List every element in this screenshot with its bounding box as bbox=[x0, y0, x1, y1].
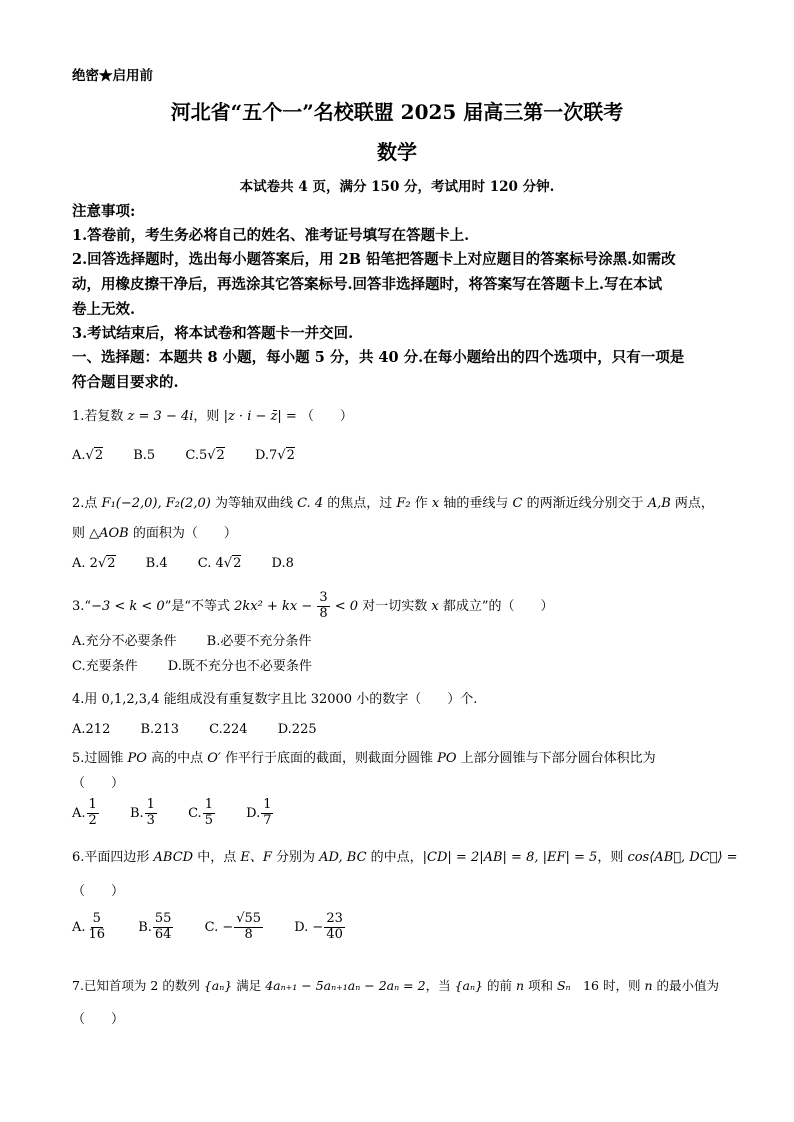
notice-item-2-line-2: 动，用橡皮擦干净后，再选涂其它答案标号.回答非选择题时，将答案写在答题卡上.写在本试 bbox=[72, 276, 663, 293]
subject-title: 数学 bbox=[377, 140, 417, 164]
q2-option-d[interactable]: D.8 bbox=[271, 556, 294, 571]
q6-option-b[interactable]: B. $\frac{55}{64}$ bbox=[138, 911, 172, 942]
q3-option-c[interactable]: C.充要条件 bbox=[72, 659, 138, 674]
question-1-options bbox=[72, 448, 321, 463]
question-2-options bbox=[72, 556, 320, 571]
q4-option-d[interactable]: D.225 bbox=[277, 722, 317, 737]
question-3-options-row-1 bbox=[72, 630, 337, 649]
q4-option-a[interactable]: A.212 bbox=[72, 722, 111, 737]
confidential-mark: 绝密★启用前 bbox=[72, 68, 153, 84]
section-heading-line-2: 符合题目要求的. bbox=[72, 374, 179, 391]
exam-info: 本试卷共 4 页，满分 150 分，考试用时 120 分钟. bbox=[239, 179, 555, 195]
question-6-stem-line-1: 6.平面四边形 ABCD 中，点 E、F 分别为 AD, BC 的中点，|CD| = 2|AB| = 8, |EF| = 5，则 cos⟨AB⃗, DC⃗⟩ = bbox=[72, 850, 738, 865]
section-heading-line-1: 一、选择题：本题共 8 小题，每小题 5 分，共 40 分.在每小题给出的四个选项中，只有一项是 bbox=[72, 349, 685, 366]
question-3-options-row-2 bbox=[72, 655, 338, 674]
question-5-stem-line-1: 5.过圆锥 PO 高的中点 O′ 作平行于底面的截面，则截面分圆锥 PO 上部分圆锥与下部分圆台体积比为 bbox=[72, 751, 656, 766]
question-4-options bbox=[72, 722, 343, 737]
question-5-options bbox=[72, 798, 300, 829]
q1-option-d[interactable]: D.7√2 bbox=[254, 448, 295, 463]
question-6-options bbox=[72, 912, 372, 943]
q5-option-a[interactable]: A. $\frac{1}{2}$ bbox=[72, 797, 97, 828]
q5-option-c[interactable]: C. $\frac{1}{5}$ bbox=[188, 797, 213, 828]
question-2-stem-line-2: 则 △AOB 的面积为（ ） bbox=[72, 526, 237, 541]
q2-option-c[interactable]: C. 4√2 bbox=[197, 556, 242, 571]
q1-option-a[interactable]: A.√2 bbox=[72, 448, 104, 463]
q1-option-c[interactable]: C.5√2 bbox=[185, 448, 225, 463]
q1-option-b[interactable]: B.5 bbox=[133, 448, 156, 463]
q4-option-c[interactable]: C.224 bbox=[209, 722, 248, 737]
notice-item-3: 3.考试结束后，将本试卷和答题卡一并交回. bbox=[72, 325, 354, 342]
q6-option-c[interactable]: C. − $\frac{√55}{8}$ bbox=[204, 911, 262, 942]
notice-heading: 注意事项: bbox=[72, 203, 136, 220]
notice-item-2-line-3: 卷上无效. bbox=[72, 301, 136, 318]
q5-option-b[interactable]: B. $\frac{1}{3}$ bbox=[129, 797, 155, 828]
q4-option-b[interactable]: B.213 bbox=[140, 722, 179, 737]
notice-item-1: 1.答卷前，考生务必将自己的姓名、准考证号填写在答题卡上. bbox=[72, 227, 470, 244]
question-6-stem-line-2: （ ） bbox=[72, 884, 125, 899]
q6-option-a[interactable]: A. $\frac{5}{16}$ bbox=[72, 911, 106, 942]
q6-option-d[interactable]: D. − $\frac{23}{40}$ bbox=[294, 911, 343, 942]
q3-option-a[interactable]: A.充分不必要条件 bbox=[72, 634, 177, 649]
q3-option-d[interactable]: D.既不充分也不必要条件 bbox=[167, 659, 312, 674]
q5-option-d[interactable]: D. $\frac{1}{7}$ bbox=[246, 797, 272, 828]
question-4-stem: 4.用 0,1,2,3,4 能组成没有重复数字且比 32000 小的数字（ ）个. bbox=[72, 692, 478, 707]
exam-title: 河北省“五个一”名校联盟 2025 届高三第一次联考 bbox=[170, 100, 624, 124]
q3-fraction: $\frac{3}{8}$ bbox=[319, 590, 328, 621]
q2-option-b[interactable]: B.4 bbox=[145, 556, 168, 571]
q2-option-a[interactable]: A. 2√2 bbox=[72, 556, 116, 571]
notice-item-2-line-1: 2.回答选择题时，选出每小题答案后，用 2B 铅笔把答题卡上对应题目的答案标号涂黑.如需改 bbox=[72, 251, 676, 268]
question-5-stem-line-2: （ ） bbox=[72, 776, 125, 791]
question-7-stem-line-1: 7.已知首项为 2 的数列 {aₙ} 满足 4aₙ₊₁ − 5aₙ₊₁aₙ − 2aₙ = 2，当 {aₙ} 的前 n 项和 Sₙ 16 时，则 n 的最小值为 bbox=[72, 978, 720, 993]
question-2-stem-line-1: 2.点 F₁(−2,0), F₂(2,0) 为等轴双曲线 C. 4 的焦点，过 F₂ 作 x 轴的垂线与 C 的两渐近线分别交于 A,B 两点， bbox=[72, 496, 714, 511]
question-1-stem: 1.若复数 z = 3 − 4i，则 |z · i − z̄| = （ ） bbox=[72, 409, 353, 424]
q3-option-b[interactable]: B.必要不充分条件 bbox=[206, 634, 312, 649]
question-3-stem: 3.“−3 < k < 0”是“不等式 2kx² + kx − $\frac{3}{8}$ < 0 对一切实数 x 都成立”的（ ） bbox=[72, 590, 554, 621]
question-7-stem-line-2: （ ） bbox=[72, 1012, 125, 1027]
